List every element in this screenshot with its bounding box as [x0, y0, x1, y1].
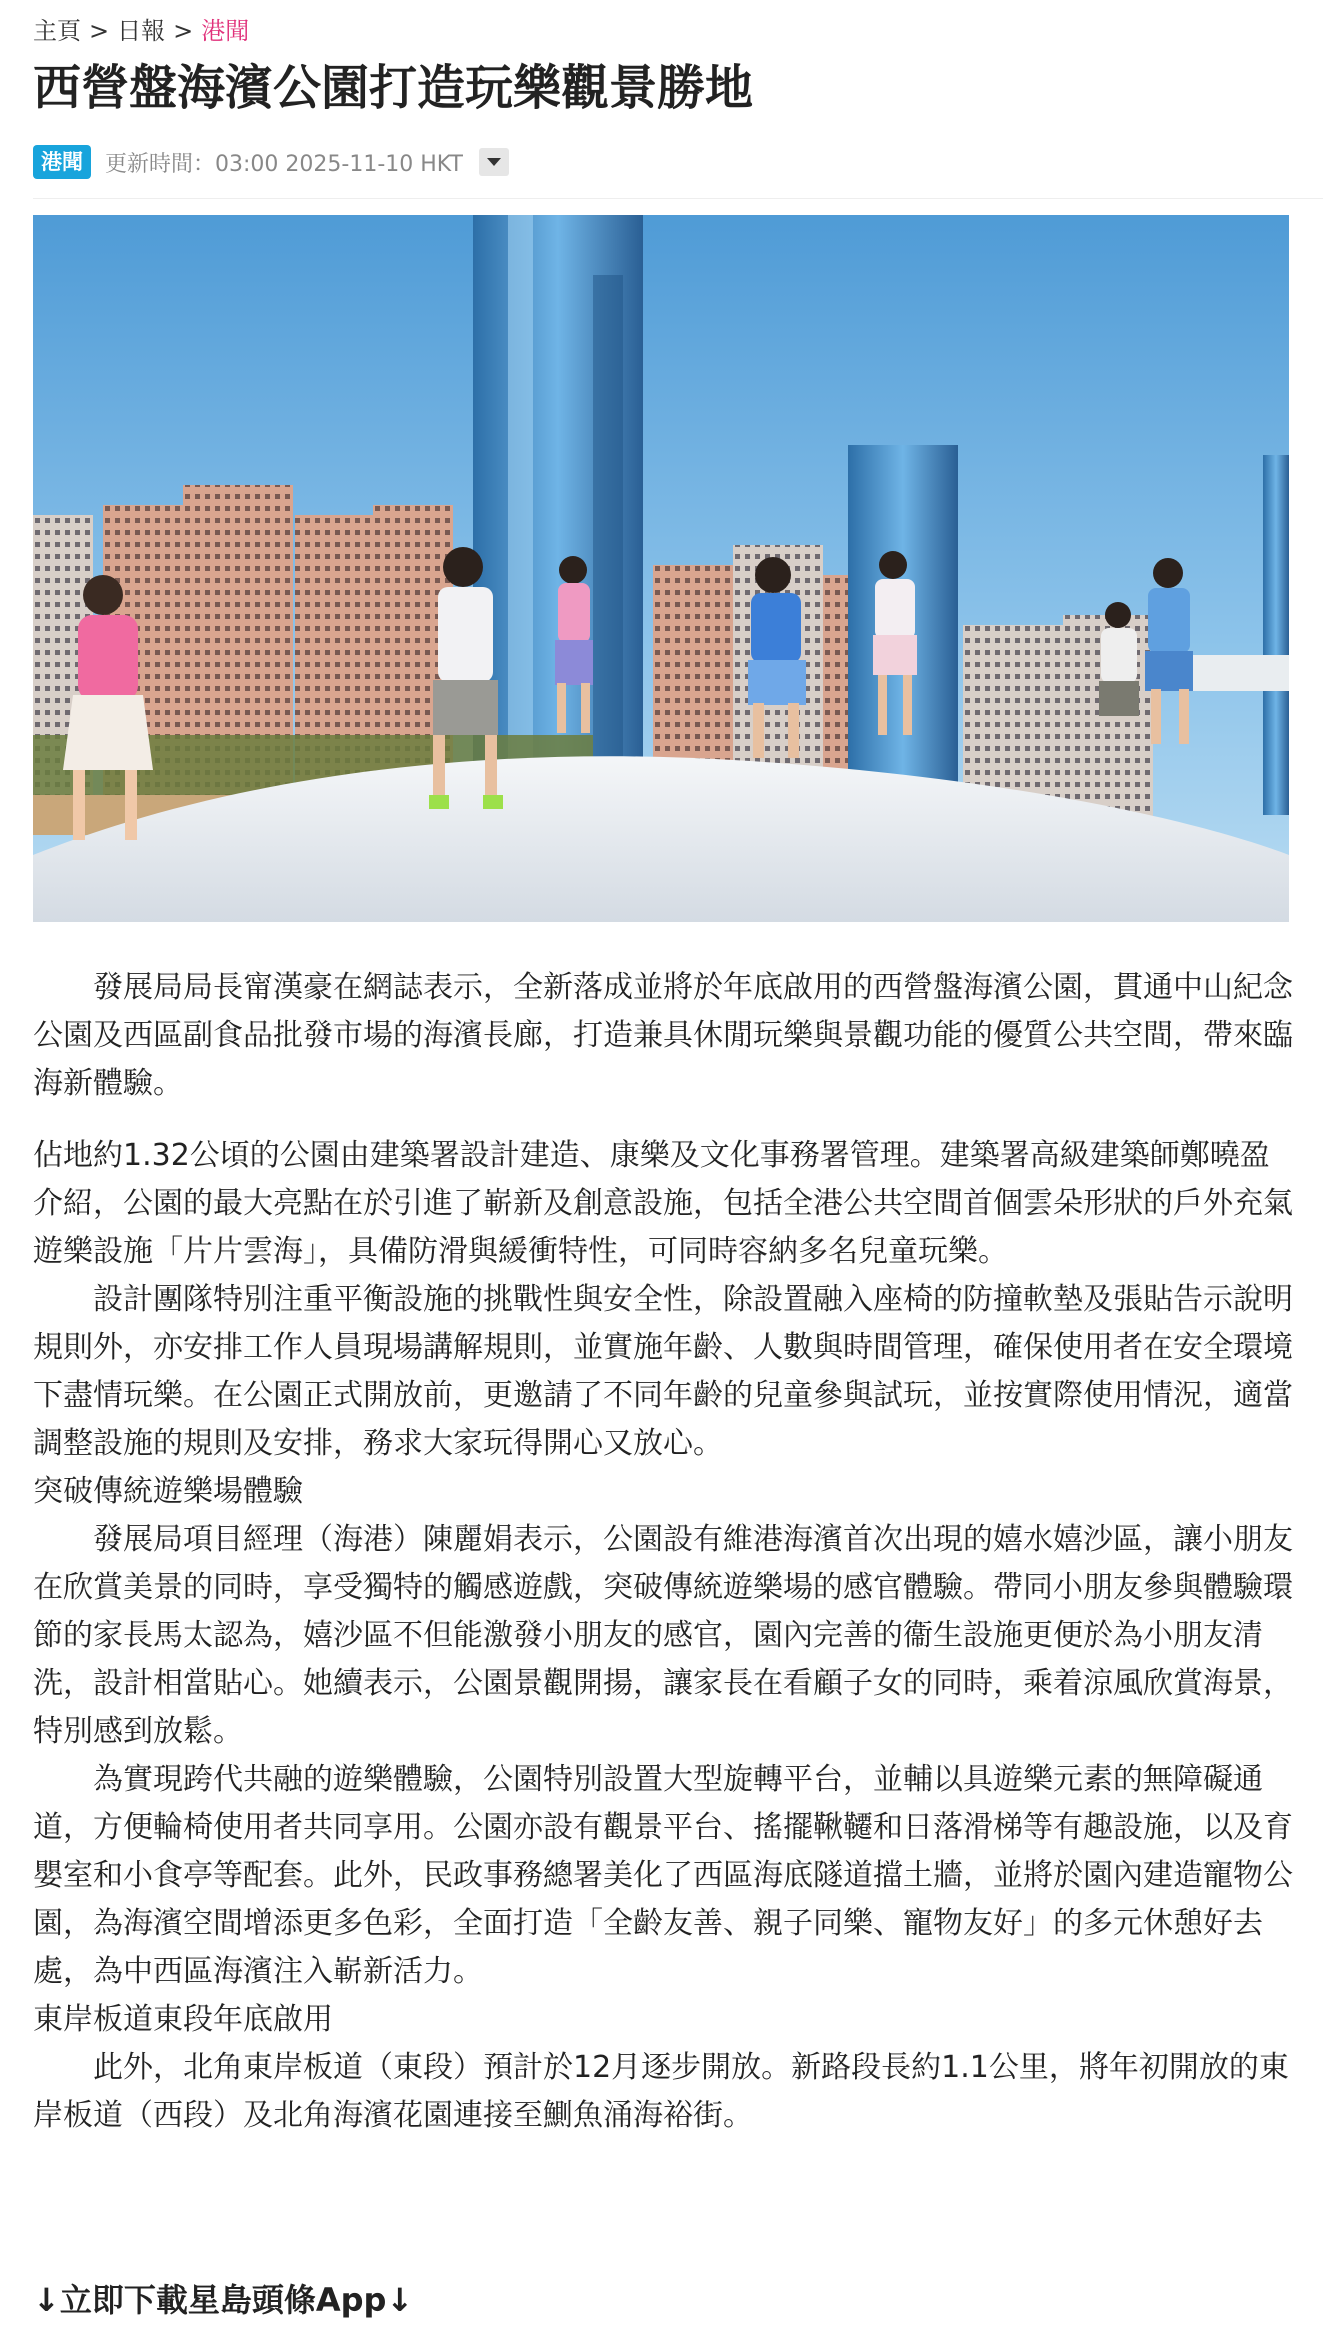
- category-badge[interactable]: 港聞: [33, 145, 91, 179]
- breadcrumb: [33, 14, 249, 48]
- paragraph: 此外，北角東岸板道（東段）預計於12月逐步開放。新路段長約1.1公里，將年初開放的東岸板道（西段）及北角海濱花園連接至鰂魚涌海裕街。: [33, 2050, 1289, 2133]
- breadcrumb-section[interactable]: 日報: [117, 17, 166, 45]
- paragraph: 發展局局長甯漢豪在網誌表示，全新落成並將於年底啟用的西營盤海濱公園，貫通中山紀念公園及西區副食品批發市場的海濱長廊，打造兼具休閒玩樂與景觀功能的優質公共空間，帶來臨海新體驗。: [33, 970, 1293, 1101]
- breadcrumb-home[interactable]: 主頁: [33, 17, 81, 45]
- paragraph: 為實現跨代共融的遊樂體驗，公園特別設置大型旋轉平台，並輔以具遊樂元素的無障礙通道，方便輪椅使用者共同享用。公園亦設有觀景平台、搖擺鞦韆和日落滑梯等有趣設施，以及育嬰室和小食亭等配套。此外，民政事務總署美化了西區海底隧道擋土牆，並將於園內建造寵物公園，為海濱空間增添更多色彩，全面打造「全齡友善、親子同樂、寵物友好」的多元休憩好去處，為中西區海濱注入嶄新活力。: [33, 1762, 1293, 1989]
- paragraph: 佔地約1.32公頃的公園由建築署設計建造、康樂及文化事務署管理。建築署高級建築師鄭曉盈介紹，公園的最大亮點在於引進了嶄新及創意設施，包括全港公共空間首個雲朵形狀的戶外充氣遊樂設施「片片雲海」，具備防滑與緩衝特性，可同時容納多名兒童玩樂。: [33, 1138, 1293, 1269]
- chevron-down-icon: [487, 158, 501, 166]
- article-meta: [33, 144, 509, 180]
- article-photo: [33, 215, 1289, 922]
- paragraph: 設計團隊特別注重平衡設施的挑戰性與安全性，除設置融入座椅的防撞軟墊及張貼告示說明規則外，亦安排工作人員現場講解規則，並實施年齡、人數與時間管理，確保使用者在安全環境下盡情玩樂。在公園正式開放前，更邀請了不同年齡的兒童參與試玩，並按實際使用情況，適當調整設施的規則及安排，務求大家玩得開心又放心。: [33, 1282, 1293, 1461]
- article-title: 西營盤海濱公園打造玩樂觀景勝地: [33, 60, 754, 116]
- updated-time: 更新時間：03:00 2025-11-10 HKT: [105, 151, 463, 177]
- breadcrumb-separator: >: [173, 17, 194, 45]
- breadcrumb-current[interactable]: 港聞: [201, 17, 250, 45]
- share-dropdown-button[interactable]: [479, 148, 509, 176]
- header-divider: [33, 198, 1323, 199]
- download-app-link[interactable]: ↓立即下載星島頭條App↓: [33, 2281, 414, 2319]
- paragraph: 發展局項目經理（海港）陳麗娟表示，公園設有維港海濱首次出現的嬉水嬉沙區，讓小朋友在欣賞美景的同時，享受獨特的觸感遊戲，突破傳統遊樂場的感官體驗。帶同小朋友參與體驗環節的家長馬太認為，嬉沙區不但能激發小朋友的感官，園內完善的衞生設施更便於為小朋友清洗，設計相當貼心。她續表示，公園景觀開揚，讓家長在看顧子女的同時，乘着涼風欣賞海景，特別感到放鬆。: [33, 1522, 1293, 1749]
- section-heading: 突破傳統遊樂場體驗: [33, 1474, 303, 1509]
- breadcrumb-separator: >: [89, 17, 110, 45]
- section-heading: 東岸板道東段年底啟用: [33, 2002, 333, 2037]
- article-body: [33, 964, 1293, 2140]
